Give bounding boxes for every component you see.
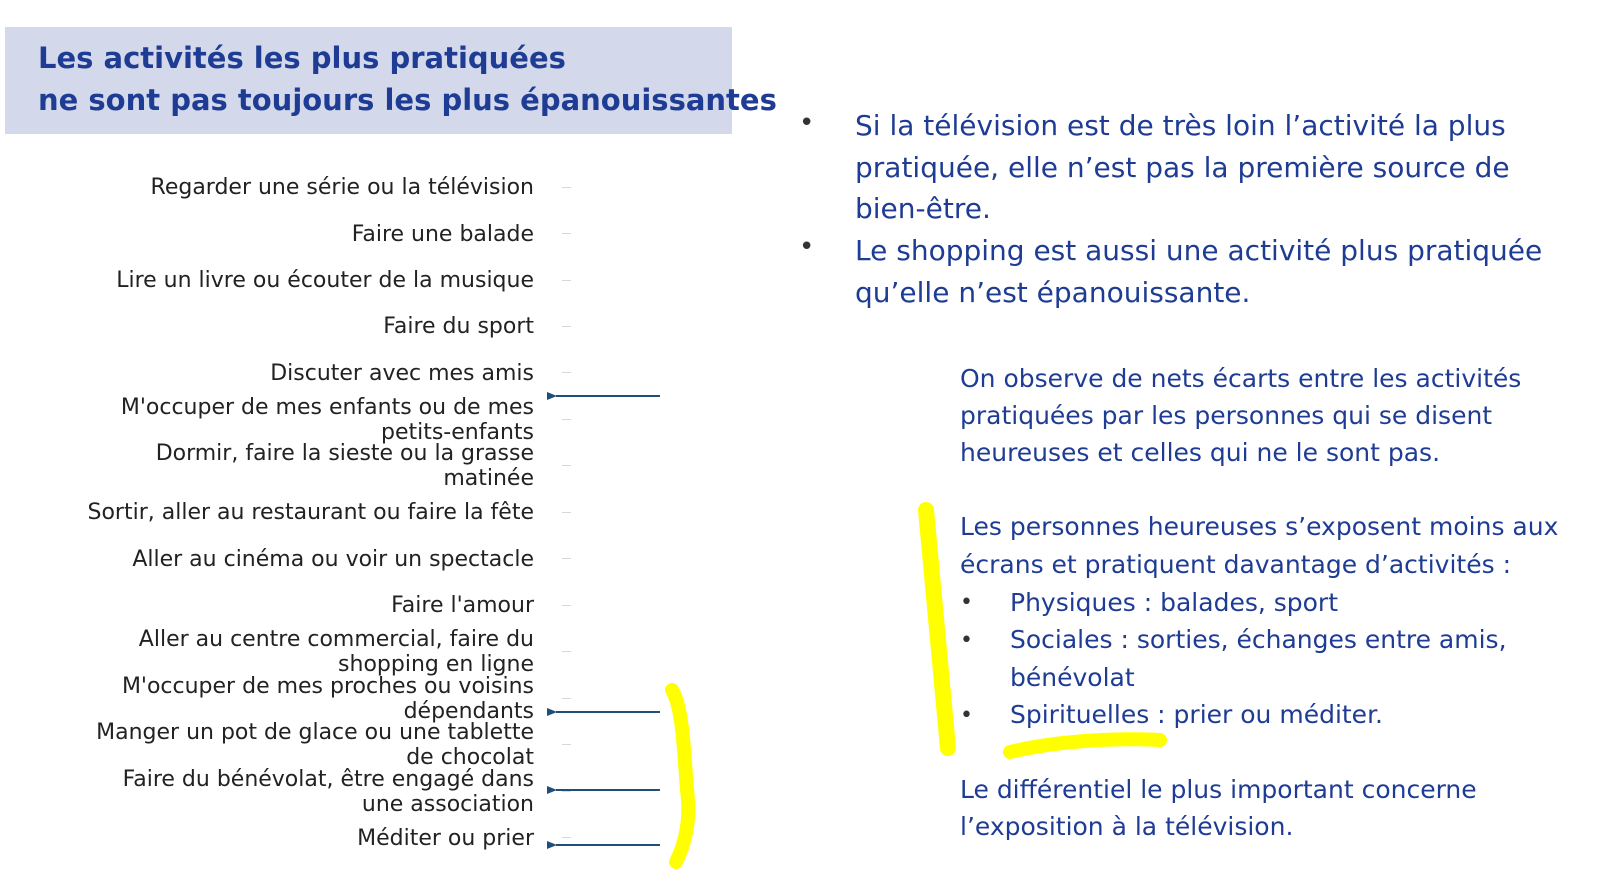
note-paragraph-2-line-1: Les personnes heureuses s’exposent moins aux [960, 512, 1559, 541]
highlight-bar-right [926, 510, 948, 748]
axis-tick [562, 744, 571, 745]
activity-label: Faire du sport [383, 314, 534, 339]
note-paragraph-3-line-1: Le différentiel le plus important concerne [960, 775, 1477, 804]
axis-tick [562, 419, 571, 420]
note-paragraph-1-line-3: heureuses et celles qui ne le sont pas. [960, 438, 1441, 467]
axis-tick [562, 837, 571, 838]
activity-label: Faire l'amour [391, 593, 534, 618]
activity-label: Aller au centre commercial, faire du shopping en ligne [138, 627, 534, 677]
title-line-1: Les activités les plus pratiquées [38, 41, 566, 75]
sub-bullet-dot: • [960, 703, 973, 728]
activity-label: Dormir, faire la sieste ou la grasse matinée [155, 441, 534, 491]
axis-tick [562, 326, 571, 327]
sub-bullet-dot: • [960, 590, 973, 615]
activity-label: Faire une balade [351, 222, 534, 247]
title-banner [5, 27, 777, 134]
activity-label: Méditer ou prier [357, 826, 534, 851]
activity-label: Regarder une série ou la télévision [150, 175, 534, 200]
sub-bullet-spirituelles: Spirituelles : prier ou méditer. [1010, 700, 1383, 729]
sub-bullet-sociales: Sociales : sorties, échanges entre amis, bénévolat [1010, 625, 1507, 692]
activity-label: Manger un pot de glace ou une tablette de chocolat [96, 720, 534, 770]
note-paragraph-1-line-2: pratiquées par les personnes qui se disent [960, 401, 1493, 430]
axis-tick [562, 698, 571, 699]
note-paragraph-2-line-2: écrans et pratiquent davantage d’activités : [960, 550, 1511, 579]
bullet-television: Si la télévision est de très loin l’activité la plus pratiquée, elle n’est pas la première source de bien-être. [855, 109, 1510, 225]
bullet-dot: • [799, 232, 815, 262]
activity-label: Faire du bénévolat, être engagé dans une association [122, 767, 534, 817]
axis-tick [562, 280, 571, 281]
highlight-underline-spirituelles [1010, 739, 1160, 752]
activity-label: Aller au cinéma ou voir un spectacle [132, 547, 534, 572]
note-paragraph-1-line-1: On observe de nets écarts entre les activités [960, 364, 1522, 393]
note-paragraph-3-line-2: l’exposition à la télévision. [960, 812, 1294, 841]
bullet-dot: • [799, 108, 815, 138]
axis-tick [562, 465, 571, 466]
axis-tick [562, 605, 571, 606]
sub-bullet-physiques: Physiques : balades, sport [1010, 588, 1339, 617]
activity-label: Discuter avec mes amis [270, 361, 534, 386]
bullet-shopping: Le shopping est aussi une activité plus pratiquée qu’elle n’est épanouissante. [855, 234, 1543, 309]
highlight-bracket-left [672, 690, 688, 862]
activity-label: M'occuper de mes proches ou voisins dépendants [121, 674, 534, 724]
activity-label: Lire un livre ou écouter de la musique [116, 268, 534, 293]
title-line-2: ne sont pas toujours les plus épanouissantes [38, 83, 777, 117]
activity-label: M'occuper de mes enfants ou de mes petits-enfants [120, 395, 534, 445]
axis-tick [562, 651, 571, 652]
axis-tick [562, 512, 571, 513]
axis-tick [562, 558, 571, 559]
axis-tick [562, 233, 571, 234]
axis-tick [562, 187, 571, 188]
axis-tick [562, 791, 571, 792]
axis-tick [562, 372, 571, 373]
sub-bullet-dot: • [960, 628, 973, 653]
activity-label: Sortir, aller au restaurant ou faire la fête [87, 500, 534, 525]
